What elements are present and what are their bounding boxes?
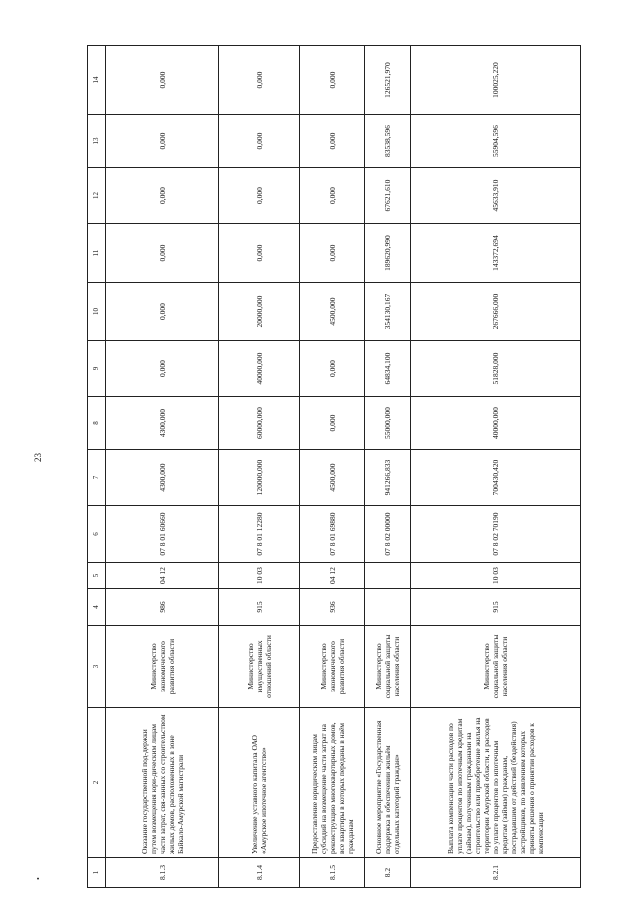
cell-value: 4500,000	[300, 450, 365, 506]
cell-value: 10 03	[411, 563, 581, 589]
measure-name: Основное мероприятие «Государственная поддержка в обеспечении жильём отдельных категорий граждан»	[365, 708, 411, 858]
measure-name: Предоставление юридическим лицам субсидий на возмещение части затрат на реконструкцию многоквартирных домов, все квартиры в которых переданы в наём гражданам	[300, 708, 365, 858]
row-number: 8.2.1	[411, 858, 581, 888]
rotated-page-content	[87, 46, 639, 888]
cell-value: 126521,970	[365, 46, 411, 115]
cell-value: 10 03	[219, 563, 300, 589]
cell-value: 0,000	[106, 341, 219, 397]
column-header: 5	[88, 563, 106, 589]
cell-value: 0,000	[300, 341, 365, 397]
table-row	[106, 46, 219, 888]
cell-value: 0,000	[300, 168, 365, 224]
cell-value: 100025,220	[411, 46, 581, 115]
scan-mark: •	[34, 877, 43, 880]
cell-value: 986	[106, 589, 219, 626]
row-number: 8.1.4	[219, 858, 300, 888]
cell-value: 83538,596	[365, 115, 411, 168]
cell-value: 0,000	[219, 224, 300, 283]
column-number-row	[88, 46, 106, 888]
page-number: 23	[33, 453, 43, 462]
cell-value: 143372,694	[411, 224, 581, 283]
cell-value: 04 12	[300, 563, 365, 589]
cell-value: 941266,833	[365, 450, 411, 506]
column-header: 8	[88, 397, 106, 450]
cell-value: 0,000	[300, 46, 365, 115]
cell-value: 267666,000	[411, 283, 581, 341]
cell-value: 0,000	[300, 397, 365, 450]
column-header: 7	[88, 450, 106, 506]
cell-value: 07 8 02 70190	[411, 506, 581, 563]
row-number: 8.1.5	[300, 858, 365, 888]
column-header: 4	[88, 589, 106, 626]
cell-value: 4300,000	[106, 397, 219, 450]
column-header: 13	[88, 115, 106, 168]
column-header: 14	[88, 46, 106, 115]
cell-value: 700430,420	[411, 450, 581, 506]
cell-value: 0,000	[219, 115, 300, 168]
cell-value: 0,000	[219, 46, 300, 115]
cell-value: 0,000	[300, 224, 365, 283]
cell-value: 0,000	[219, 168, 300, 224]
cell-value: 07 8 01 60660	[106, 506, 219, 563]
column-header: 2	[88, 708, 106, 858]
responsible-agency: Министерство имущественных отношений области	[219, 626, 300, 708]
cell-value	[365, 589, 411, 626]
cell-value: 4500,000	[300, 283, 365, 341]
column-header: 3	[88, 626, 106, 708]
cell-value: 67621,610	[365, 168, 411, 224]
responsible-agency: Министерство социальной защиты населения области	[365, 626, 411, 708]
column-header: 6	[88, 506, 106, 563]
cell-value: 120000,000	[219, 450, 300, 506]
table-row	[411, 46, 581, 888]
cell-value: 0,000	[106, 46, 219, 115]
cell-value: 45633,910	[411, 168, 581, 224]
measure-name: Выплата компенсации части расходов по уплате процентов по ипотечным кредитам (займам), полученным гражданами на строительство или приобретение жилья на территории Амурской области, и расходов по уплате процентов по ипотечным кредитам (займам) гражданам, пострадавшим от действий (бездействия) застройщиков, по заявлениям которых приняты решения о принятии расходов к компенсации	[411, 708, 581, 858]
cell-value: 0,000	[106, 115, 219, 168]
row-number: 8.2	[365, 858, 411, 888]
row-number: 8.1.3	[106, 858, 219, 888]
responsible-agency: Министерство экономического развития области	[300, 626, 365, 708]
responsible-agency: Министерство экономического развития области	[106, 626, 219, 708]
table-row	[300, 46, 365, 888]
cell-value: 915	[411, 589, 581, 626]
measure-name: Увеличение уставного капитала ОАО «Амурское ипотечное агентство»	[219, 708, 300, 858]
cell-value: 936	[300, 589, 365, 626]
cell-value: 40000,000	[411, 397, 581, 450]
column-header: 10	[88, 283, 106, 341]
table-row	[219, 46, 300, 888]
cell-value: 07 8 01 69880	[300, 506, 365, 563]
column-header: 1	[88, 858, 106, 888]
cell-value: 354130,167	[365, 283, 411, 341]
cell-value: 189620,990	[365, 224, 411, 283]
cell-value: 40000,000	[219, 341, 300, 397]
cell-value: 0,000	[106, 168, 219, 224]
cell-value: 55000,000	[365, 397, 411, 450]
cell-value: 0,000	[106, 283, 219, 341]
cell-value: 60000,000	[219, 397, 300, 450]
cell-value: 51828,000	[411, 341, 581, 397]
cell-value: 07 8 02 00000	[365, 506, 411, 563]
column-header: 9	[88, 341, 106, 397]
table-row	[365, 46, 411, 888]
column-header: 12	[88, 168, 106, 224]
cell-value: 0,000	[106, 224, 219, 283]
cell-value: 0,000	[300, 115, 365, 168]
cell-value: 04 12	[106, 563, 219, 589]
cell-value: 20000,000	[219, 283, 300, 341]
cell-value: 07 8 01 12280	[219, 506, 300, 563]
cell-value: 55904,596	[411, 115, 581, 168]
cell-value	[365, 563, 411, 589]
responsible-agency: Министерство социальной защиты населения области	[411, 626, 581, 708]
program-funding-table	[87, 45, 581, 888]
column-header: 11	[88, 224, 106, 283]
measure-name: Оказание государственной под-держки путем возмещения юри-дическим лицам части затрат, свя-занных со строительством жилых домов, расположенных в зоне Байкало-Амурской магистрали	[106, 708, 219, 858]
cell-value: 915	[219, 589, 300, 626]
cell-value: 4300,000	[106, 450, 219, 506]
cell-value: 64834,100	[365, 341, 411, 397]
